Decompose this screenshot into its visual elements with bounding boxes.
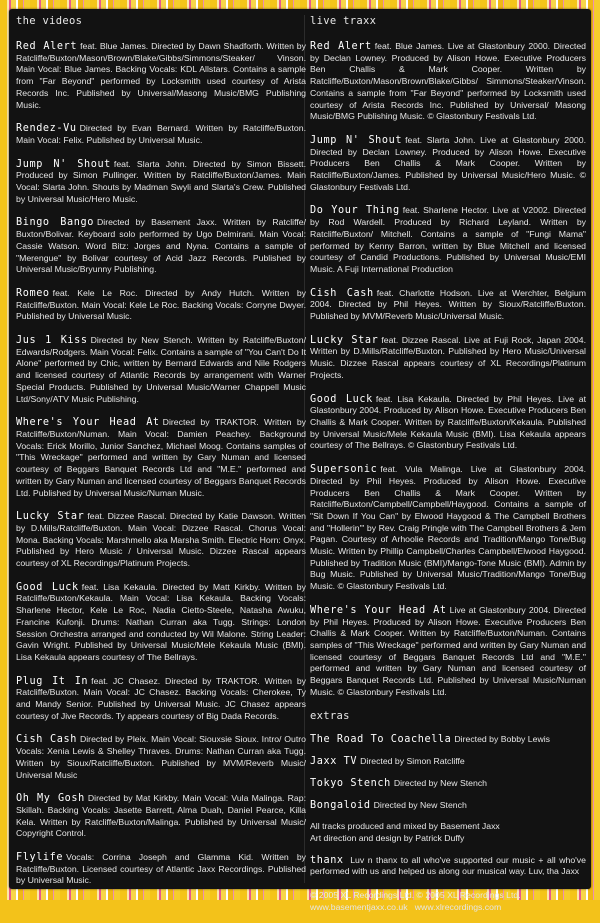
videos-list bbox=[16, 41, 306, 887]
extra-item-title: Tokyo Stench bbox=[310, 777, 391, 789]
extra-item-text: Directed by New Stench bbox=[373, 799, 467, 810]
extra-item bbox=[310, 734, 586, 746]
video-entry-text: Directed by TRAKTOR. Written by Ratcliffe/Buxton/Numan. Main Vocal: Damien Peachey. Background Vocals: Erick Morillo, Junior Sanchez, Michael Moog. Contains samples of "This Wreckage" performed and written by Gary Numan and licensed courtesy of Beggars Banquet Records Ltd and "M.E." performed and written by Gary Numan and licensed courtesy of Beggars Banquet Records Ltd. Published by Universal Music/Numan Music. bbox=[16, 417, 306, 498]
video-entry-title: Oh My Gosh bbox=[16, 793, 85, 805]
video-entry-text: Directed by Mat Kirkby. Main Vocal: Vula Malinga. Rap: Skillah. Backing Vocals: Jasette Barrett, Alma Duah, Daniel Pearce, Killa Kela. Written by Ratcliffe/Buxton/Malinga. Published by Universal Music/ Copyright Control. bbox=[16, 793, 306, 839]
live-column bbox=[310, 15, 586, 923]
extra-item-title: The Road To Coachella bbox=[310, 734, 452, 746]
liner-notes-panel bbox=[9, 9, 591, 912]
video-entry-title: Bingo Bango bbox=[16, 217, 94, 229]
extra-item-title: Jaxx TV bbox=[310, 756, 358, 768]
produced-credit: All tracks produced and mixed by Basement Jaxx bbox=[310, 821, 500, 832]
live-entry-title: Where's Your Head At bbox=[310, 604, 447, 616]
video-entry-title: Where's Your Head At bbox=[16, 417, 160, 429]
video-entry-text: Directed by New Stench. Written by Ratcliffe/Buxton/ Edwards/Rodgers. Main Vocal: Felix. Contains a sample of "You Can't Do It Alone" performed by Chic, written by Bernard Edwards and Nile Rodgers and licensed courtesy of Atlantic Records by arrangement with Warner Special Products. Published by Universal Music/Warner Chappell Music Ltd/Sony/ATV Music Publishing. bbox=[16, 335, 306, 404]
live-list bbox=[310, 41, 586, 698]
extra-item bbox=[310, 800, 586, 812]
extras-heading: extras bbox=[310, 710, 350, 723]
copyright-block bbox=[310, 890, 586, 913]
video-entry-text: feat. Blue James. Directed by Dawn Shadforth. Written by Ratcliffe/Buxton/Mason/Brown/Blake/Gibbs/Simmons/Steaker/ Vinson. Main Vocal: Blue James. Backing Vocals: KDL Allstars. Contains a sample from "Far Beyond" performed by Locksmith used courtesy of Arista Records Inc. Published by Universal/Masong Music/BMG Publishing Music. bbox=[16, 41, 306, 110]
videos-column bbox=[16, 15, 306, 899]
video-entry bbox=[16, 159, 306, 206]
video-entry-title: Rendez-Vu bbox=[16, 123, 77, 135]
extra-item-text: Directed by Simon Ratcliffe bbox=[360, 756, 465, 767]
live-entry bbox=[310, 288, 586, 323]
extra-item bbox=[310, 778, 586, 790]
video-entry-text: Directed by Evan Bernard. Written by Ratcliffe/Buxton. Main Vocal: Felix. Published by Universal Music. bbox=[16, 123, 306, 145]
video-entry-text: Directed by Basement Jaxx. Written by Ratcliffe/ Buxton/Bolivar. Keyboard solo performed by Ugo Delmirani. Main Vocal: Cassie Watson. Word Bitz: Jorges and Nyna. Contains a sample of "Merengue" by Bolivar courtesy of Acid Jazz Records. Published by Universal Music/Bryunny Publishing. bbox=[16, 217, 306, 275]
live-entry-text: feat. Sharlene Hector. Live at V2002. Directed by Rod Wardell. Produced by Richard Leyland. Written by Ratcliffe/Buxton/ Mitchell. Contains a sample of "Fungi Mama" performed by Kenny Barron, written by Blue Mitchell and licensed courtesy of Candid Productions. Published by Universal Music/EMI Music. A Fuji International Production bbox=[310, 205, 586, 274]
live-entry-text: feat. Slarta John. Live at Glastonbury 2000. Directed by Declan Lowney. Produced by Alison Howe. Executive Producers Ben Challis & Mark Cooper. Written by Ratcliffe/Buxton/James. Published by Universal Music/Hero Music. © Glastonbury Festivals Ltd. bbox=[310, 134, 586, 192]
video-entry-title: Lucky Star bbox=[16, 511, 85, 523]
live-heading: live traxx bbox=[310, 15, 377, 27]
video-entry-title: Plug It In bbox=[16, 675, 89, 687]
video-entry bbox=[16, 582, 306, 664]
live-entry-title: Good Luck bbox=[310, 393, 373, 405]
video-entry-title: Romeo bbox=[16, 287, 50, 299]
video-entry bbox=[16, 123, 306, 146]
live-entry-title: Do Your Thing bbox=[310, 205, 400, 217]
video-entry-title: Flylife bbox=[16, 852, 64, 864]
video-entry-title: Red Alert bbox=[16, 41, 78, 52]
live-entry bbox=[310, 394, 586, 453]
live-entry-text: feat. Lisa Kekaula. Directed by Phil Heyes. Live at Glastonbury 2004. Produced by Alison Howe. Executive Producers Ben Challis & Mark Cooper. Written by Ratcliffe/Buxton/Kekaula. Published by Universal Music/Mele Kekaula Music (BMI). Lisa Kekaula appears courtesy of The Bellrays. © Glastonbury Festivals Ltd. bbox=[310, 393, 586, 451]
live-entry bbox=[310, 335, 586, 382]
video-entry bbox=[16, 335, 306, 405]
website-urls[interactable]: www.basementjaxx.co.uk www.xlrecordings.com bbox=[310, 901, 502, 912]
video-entry bbox=[16, 288, 306, 323]
video-entry-text: feat. Kele Le Roc. Directed by Andy Hutch. Written by Ratcliffe/Buxton. Main Vocal: Kele Le Roc. Backing Vocals: Corryne Dwyer. Published by Universal Music. bbox=[16, 287, 306, 322]
art-credit: Art direction and design by Patrick Duffy bbox=[310, 832, 465, 843]
video-entry-title: Cish Cash bbox=[16, 734, 77, 746]
copyright-text: © 2005 XL Recordings Ltd. © 2005 XL Recordings Ltd. bbox=[310, 890, 521, 901]
live-entry-text: feat. Charlotte Hodson. Live at Werchter, Belgium 2004. Directed by Phil Heyes. Written by Sioux/Ratcliffe/Buxton. Published by MVM/Reverb Music/Universal Music. bbox=[310, 287, 586, 322]
video-entry-title: Jump N' Shout bbox=[16, 158, 111, 170]
video-entry-title: Jus 1 Kiss bbox=[16, 335, 88, 347]
live-entry-text: Live at Glastonbury 2004. Directed by Phil Heyes. Produced by Alison Howe. Executive Producers Ben Challis & Mark Cooper. Written by Ratcliffe/Buxton/Numan. Contains samples of "This Wreckage" performed and written by Gary Numan and licensed courtesy of Beggars Banquet Records Ltd and "M.E." performed and written by Gary Numan and licensed courtesy of Beggars Banquet Records Ltd. Published by Universal Music/Numan Music. © Glastonbury Festivals Ltd. bbox=[310, 604, 586, 697]
video-entry bbox=[16, 417, 306, 499]
video-entry-text: feat. Slarta John. Directed by Simon Bissett. Produced by Simon Pullinger. Written by Ratcliffe/Buxton/James. Main Vocal: Slarta John. Shouts by Madman Swyli and Slarta's Crew. Published by Universal Music/Hero Music. bbox=[16, 158, 306, 204]
video-entry-title: Good Luck bbox=[16, 581, 79, 593]
video-entry-text: feat. Dizzee Rascal. Directed by Katie Dawson. Written by D.Mills/Ratcliffe/Buxton. Main Vocal: Dizzee Rascal. Chorus Vocal: Mona. Backing Vocals: Marshmello aka Marsha Smith. Electric Horn: Onyx. Published by Hero Music / Universal Music. Dizzee Rascal appears courtesy of XL Recordings/Platinum Projects. bbox=[16, 511, 306, 569]
video-entry-text: feat. Lisa Kekaula. Directed by Matt Kirkby. Written by Ratcliffe/Buxton/Kekaula. Main Vocal: Lisa Kekaula. Backing Vocals: Sharlene Hector, Kele Le Roc, Nadia Cietto-Steele, Natasha Awuku, Francine Kufonji. Drums: Nathan Curran aka Tugg. Strings: London Session Orchestra arranged and conducted by Wil Malone. String Leader: Gavin Wright. Published by Universal Music/Mele Kekaula Music (BMI). Lisa Kekaula appears courtesy of The Bellrays. bbox=[16, 581, 306, 662]
production-credits bbox=[310, 821, 586, 844]
live-entry-text: feat. Vula Malinga. Live at Glastonbury 2004. Directed by Phil Heyes. Produced by Alison Howe. Executive Producers Ben Challis & Mark Cooper. Written by Ratcliffe/Buxton/Campbell/Campbell/Haygood. Contains a sample of "Sit Down If You Can" by Elwood Haygood & The Campbell Brothers and "Hollerin'" by Rev. Craig Pringle with The Campbell Brothers & Jem Pagan. Courtesy of Arhoolie Records and Tradition/Mango Tone/Bug Music. Written by Phillip Campbell/Charles Campbell/Elwood Haygood. Published by Tradition Music (BMI)/Mango-Tone Music (BMI). Admin by Bug Music. Published by Universal Music/Tradition/Mango Tone/Bug Music. © Glastonbury Festivals Ltd. bbox=[310, 464, 586, 592]
live-entry-title: Red Alert bbox=[310, 41, 372, 52]
live-entry-title: Supersonic bbox=[310, 464, 378, 476]
video-entry bbox=[16, 852, 306, 887]
video-entry-text: feat. JC Chasez. Directed by TRAKTOR. Written by Ratcliffe/Buxton. Main Vocal: JC Chasez. Backing Vocals: Cherokee, Ty and Mandy Senior. Published by Universal Music. JC Chasez appears courtesy of Jive Records. Ty appears courtesy of Big Dada Records. bbox=[16, 675, 307, 721]
extra-item bbox=[310, 756, 586, 768]
thanx-title: thanx bbox=[310, 854, 344, 866]
videos-heading: the videos bbox=[16, 15, 83, 27]
live-entry bbox=[310, 464, 586, 593]
extra-item-title: Bongaloid bbox=[310, 799, 371, 811]
extra-item-text: Directed by New Stench bbox=[393, 777, 488, 788]
extra-item-text: Directed by Bobby Lewis bbox=[454, 734, 551, 745]
thanx-entry bbox=[310, 855, 586, 878]
video-entry bbox=[16, 511, 306, 570]
video-entry bbox=[16, 41, 306, 111]
video-entry-text: Directed by Pleix. Main Vocal: Siouxsie Sioux. Intro/ Outro Vocals: Xenia Lewis & Shelley Thraves. Drums: Nathan Curran aka Tugg. Written by Sioux/Ratcliffe/Buxton. Published by MVM/Reverb Music/ Universal Music bbox=[16, 734, 306, 780]
live-entry bbox=[310, 205, 586, 275]
live-entry-text: feat. Dizzee Rascal. Live at Fuji Rock, Japan 2004. Written by D.Mills/Ratcliffe/Buxton. Published by Hero Music/Universal Music. Dizzee Rascal appears courtesy of XL Recordings/Platinum Projects. bbox=[310, 334, 586, 380]
video-entry bbox=[16, 217, 306, 276]
live-entry bbox=[310, 135, 586, 194]
live-entry bbox=[310, 41, 586, 123]
live-entry-title: Cish Cash bbox=[310, 287, 374, 299]
extras-list bbox=[310, 734, 586, 811]
video-entry-text: Vocals: Corrina Joseph and Glamma Kid. Written by Ratcliffe/Buxton. Licensed courtesy of Atlantic Jaxx Recordings. Published by Universal Music. bbox=[16, 852, 306, 886]
video-entry bbox=[16, 676, 306, 723]
thanx-text: Luv n thanx to all who've supported our music + all who've performed with us and helped us along our musical way. Luv, tha Jaxx bbox=[310, 854, 586, 877]
live-entry-title: Jump N' Shout bbox=[310, 134, 403, 146]
live-entry bbox=[310, 605, 586, 699]
video-entry bbox=[16, 793, 306, 840]
live-entry-text: feat. Blue James. Live at Glastonbury 2000. Directed by Declan Lowney. Produced by Alison Howe. Executive Producers Ben Challis & Mark Cooper. Written by Ratcliffe/Buxton/Mason/Brown/Blake/Gibbs/ Simmons/Steaker/Vinson. Contains a sample from "Far Beyond" performed by Locksmith used courtesy of Arista Records Inc. Published by Universal/ Masong Music/BMG Publishing Music. © Glastonbury Festivals Ltd. bbox=[310, 41, 586, 122]
live-entry-title: Lucky Star bbox=[310, 334, 379, 346]
video-entry bbox=[16, 734, 306, 781]
